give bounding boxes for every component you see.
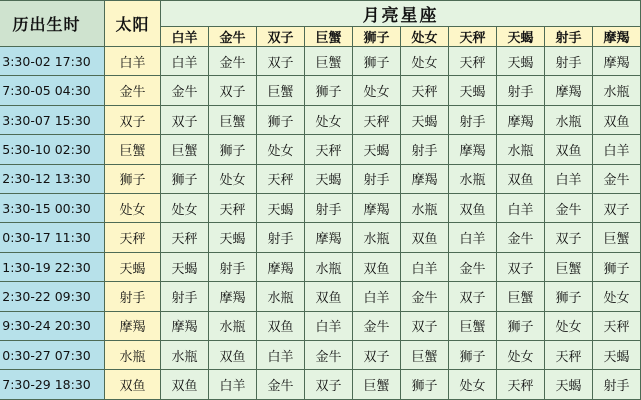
row-date: 2:30-22 09:30 <box>0 282 105 311</box>
row-moon-sign: 水瓶 <box>305 252 353 281</box>
row-moon-sign: 双子 <box>497 252 545 281</box>
row-moon-sign: 双子 <box>593 194 641 223</box>
row-sun-sign: 摩羯 <box>105 311 161 340</box>
row-moon-sign: 狮子 <box>305 76 353 105</box>
sign-header-4: 狮子 <box>353 27 401 47</box>
table-body <box>0 47 641 400</box>
row-moon-sign: 天秤 <box>161 223 209 252</box>
sign-header-0: 白羊 <box>161 27 209 47</box>
sign-header-6: 天秤 <box>449 27 497 47</box>
row-moon-sign: 巨蟹 <box>257 76 305 105</box>
row-moon-sign: 水瓶 <box>257 282 305 311</box>
row-moon-sign: 双鱼 <box>305 282 353 311</box>
row-moon-sign: 白羊 <box>209 370 257 400</box>
row-moon-sign: 射手 <box>305 194 353 223</box>
row-moon-sign: 摩羯 <box>305 223 353 252</box>
row-moon-sign: 白羊 <box>449 223 497 252</box>
row-moon-sign: 天蝎 <box>257 194 305 223</box>
row-moon-sign: 双鱼 <box>257 311 305 340</box>
header-moon: 月亮星座 <box>161 1 641 27</box>
row-moon-sign: 天秤 <box>449 47 497 76</box>
row-moon-sign: 金牛 <box>593 164 641 193</box>
row-date: 1:30-19 22:30 <box>0 252 105 281</box>
row-moon-sign: 巨蟹 <box>209 105 257 134</box>
row-moon-sign: 处女 <box>449 370 497 400</box>
row-moon-sign: 金牛 <box>305 341 353 370</box>
row-moon-sign: 巨蟹 <box>161 135 209 164</box>
row-moon-sign: 射手 <box>401 135 449 164</box>
row-moon-sign: 处女 <box>161 194 209 223</box>
row-sun-sign: 天蝎 <box>105 252 161 281</box>
row-sun-sign: 白羊 <box>105 47 161 76</box>
row-moon-sign: 水瓶 <box>161 341 209 370</box>
row-moon-sign: 狮子 <box>545 282 593 311</box>
table-row <box>0 135 641 164</box>
row-moon-sign: 水瓶 <box>209 311 257 340</box>
row-moon-sign: 天秤 <box>497 370 545 400</box>
row-moon-sign: 处女 <box>497 341 545 370</box>
row-moon-sign: 摩羯 <box>161 311 209 340</box>
row-moon-sign: 摩羯 <box>497 105 545 134</box>
row-moon-sign: 巨蟹 <box>545 252 593 281</box>
row-moon-sign: 狮子 <box>497 311 545 340</box>
table-row <box>0 76 641 105</box>
row-moon-sign: 巨蟹 <box>401 341 449 370</box>
row-moon-sign: 双鱼 <box>545 135 593 164</box>
row-sun-sign: 射手 <box>105 282 161 311</box>
row-moon-sign: 天蝎 <box>449 76 497 105</box>
row-moon-sign: 白羊 <box>353 282 401 311</box>
row-date: 2:30-12 13:30 <box>0 164 105 193</box>
row-sun-sign: 水瓶 <box>105 341 161 370</box>
row-moon-sign: 金牛 <box>353 311 401 340</box>
row-moon-sign: 天蝎 <box>161 252 209 281</box>
row-moon-sign: 双子 <box>305 370 353 400</box>
row-moon-sign: 双鱼 <box>497 164 545 193</box>
row-moon-sign: 处女 <box>353 76 401 105</box>
row-moon-sign: 双鱼 <box>449 194 497 223</box>
row-sun-sign: 天秤 <box>105 223 161 252</box>
row-moon-sign: 处女 <box>593 282 641 311</box>
sign-header-8: 射手 <box>545 27 593 47</box>
table-row <box>0 311 641 340</box>
row-moon-sign: 水瓶 <box>353 223 401 252</box>
row-sun-sign: 巨蟹 <box>105 135 161 164</box>
row-moon-sign: 白羊 <box>593 135 641 164</box>
row-moon-sign: 摩羯 <box>593 47 641 76</box>
row-moon-sign: 天蝎 <box>353 135 401 164</box>
row-moon-sign: 水瓶 <box>593 76 641 105</box>
row-moon-sign: 天秤 <box>401 76 449 105</box>
row-moon-sign: 狮子 <box>257 105 305 134</box>
row-moon-sign: 双鱼 <box>209 341 257 370</box>
sign-header-3: 巨蟹 <box>305 27 353 47</box>
row-sun-sign: 金牛 <box>105 76 161 105</box>
row-sun-sign: 双子 <box>105 105 161 134</box>
row-moon-sign: 金牛 <box>449 252 497 281</box>
row-date: 7:30-05 04:30 <box>0 76 105 105</box>
row-moon-sign: 天蝎 <box>209 223 257 252</box>
row-moon-sign: 水瓶 <box>497 135 545 164</box>
row-moon-sign: 金牛 <box>497 223 545 252</box>
row-moon-sign: 双子 <box>257 47 305 76</box>
header-row-top <box>0 1 641 27</box>
row-moon-sign: 天秤 <box>209 194 257 223</box>
row-moon-sign: 双子 <box>209 76 257 105</box>
row-moon-sign: 巨蟹 <box>449 311 497 340</box>
row-moon-sign: 双子 <box>161 105 209 134</box>
row-moon-sign: 处女 <box>401 47 449 76</box>
row-moon-sign: 射手 <box>209 252 257 281</box>
row-moon-sign: 白羊 <box>257 341 305 370</box>
row-moon-sign: 狮子 <box>449 341 497 370</box>
table-row <box>0 282 641 311</box>
row-moon-sign: 处女 <box>257 135 305 164</box>
table-row <box>0 341 641 370</box>
row-date: 0:30-17 11:30 <box>0 223 105 252</box>
row-date: 3:30-02 17:30 <box>0 47 105 76</box>
row-moon-sign: 天蝎 <box>593 341 641 370</box>
table-row <box>0 252 641 281</box>
row-moon-sign: 摩羯 <box>209 282 257 311</box>
row-moon-sign: 白羊 <box>545 164 593 193</box>
row-moon-sign: 狮子 <box>209 135 257 164</box>
row-moon-sign: 双子 <box>449 282 497 311</box>
row-moon-sign: 水瓶 <box>449 164 497 193</box>
row-moon-sign: 狮子 <box>401 370 449 400</box>
row-moon-sign: 天蝎 <box>401 105 449 134</box>
row-moon-sign: 双鱼 <box>401 223 449 252</box>
row-date: 9:30-24 20:30 <box>0 311 105 340</box>
table-row <box>0 105 641 134</box>
table-row <box>0 164 641 193</box>
row-moon-sign: 双鱼 <box>593 105 641 134</box>
row-date: 0:30-27 07:30 <box>0 341 105 370</box>
row-moon-sign: 白羊 <box>401 252 449 281</box>
row-moon-sign: 巨蟹 <box>353 370 401 400</box>
row-moon-sign: 摩羯 <box>401 164 449 193</box>
row-moon-sign: 射手 <box>497 76 545 105</box>
row-moon-sign: 处女 <box>305 105 353 134</box>
row-moon-sign: 天秤 <box>305 135 353 164</box>
row-date: 7:30-29 18:30 <box>0 370 105 400</box>
row-moon-sign: 天秤 <box>257 164 305 193</box>
row-moon-sign: 射手 <box>545 47 593 76</box>
row-moon-sign: 射手 <box>353 164 401 193</box>
row-sun-sign: 处女 <box>105 194 161 223</box>
row-moon-sign: 金牛 <box>401 282 449 311</box>
row-date: 3:30-15 00:30 <box>0 194 105 223</box>
row-moon-sign: 射手 <box>449 105 497 134</box>
table-row <box>0 223 641 252</box>
row-moon-sign: 处女 <box>209 164 257 193</box>
row-moon-sign: 射手 <box>161 282 209 311</box>
row-moon-sign: 摩羯 <box>449 135 497 164</box>
row-moon-sign: 双子 <box>401 311 449 340</box>
sign-header-2: 双子 <box>257 27 305 47</box>
row-moon-sign: 白羊 <box>497 194 545 223</box>
row-moon-sign: 巨蟹 <box>497 282 545 311</box>
row-moon-sign: 金牛 <box>209 47 257 76</box>
row-moon-sign: 天蝎 <box>545 370 593 400</box>
row-moon-sign: 白羊 <box>161 47 209 76</box>
table-header <box>0 1 641 47</box>
table-row <box>0 370 641 400</box>
row-moon-sign: 摩羯 <box>545 76 593 105</box>
row-moon-sign: 双鱼 <box>353 252 401 281</box>
row-moon-sign: 天秤 <box>545 341 593 370</box>
row-moon-sign: 巨蟹 <box>305 47 353 76</box>
header-birth-date: 历出生时 <box>0 1 105 47</box>
row-moon-sign: 双鱼 <box>161 370 209 400</box>
row-sun-sign: 狮子 <box>105 164 161 193</box>
row-moon-sign: 白羊 <box>305 311 353 340</box>
table-row <box>0 47 641 76</box>
row-moon-sign: 狮子 <box>353 47 401 76</box>
row-moon-sign: 摩羯 <box>353 194 401 223</box>
row-moon-sign: 金牛 <box>161 76 209 105</box>
table-row <box>0 194 641 223</box>
row-moon-sign: 金牛 <box>257 370 305 400</box>
row-moon-sign: 水瓶 <box>545 105 593 134</box>
row-sun-sign: 双鱼 <box>105 370 161 400</box>
row-moon-sign: 巨蟹 <box>593 223 641 252</box>
row-moon-sign: 天秤 <box>353 105 401 134</box>
row-moon-sign: 金牛 <box>545 194 593 223</box>
row-moon-sign: 射手 <box>257 223 305 252</box>
row-moon-sign: 天蝎 <box>497 47 545 76</box>
row-date: 3:30-07 15:30 <box>0 105 105 134</box>
sign-header-7: 天蝎 <box>497 27 545 47</box>
row-moon-sign: 天秤 <box>593 311 641 340</box>
sign-header-9: 摩羯 <box>593 27 641 47</box>
row-moon-sign: 狮子 <box>161 164 209 193</box>
sign-header-5: 处女 <box>401 27 449 47</box>
sign-header-1: 金牛 <box>209 27 257 47</box>
row-moon-sign: 水瓶 <box>401 194 449 223</box>
row-moon-sign: 狮子 <box>593 252 641 281</box>
header-sun: 太阳 <box>105 1 161 47</box>
row-moon-sign: 处女 <box>545 311 593 340</box>
row-moon-sign: 天蝎 <box>305 164 353 193</box>
row-date: 5:30-10 02:30 <box>0 135 105 164</box>
row-moon-sign: 双子 <box>353 341 401 370</box>
row-moon-sign: 射手 <box>593 370 641 400</box>
row-moon-sign: 摩羯 <box>257 252 305 281</box>
row-moon-sign: 双子 <box>545 223 593 252</box>
